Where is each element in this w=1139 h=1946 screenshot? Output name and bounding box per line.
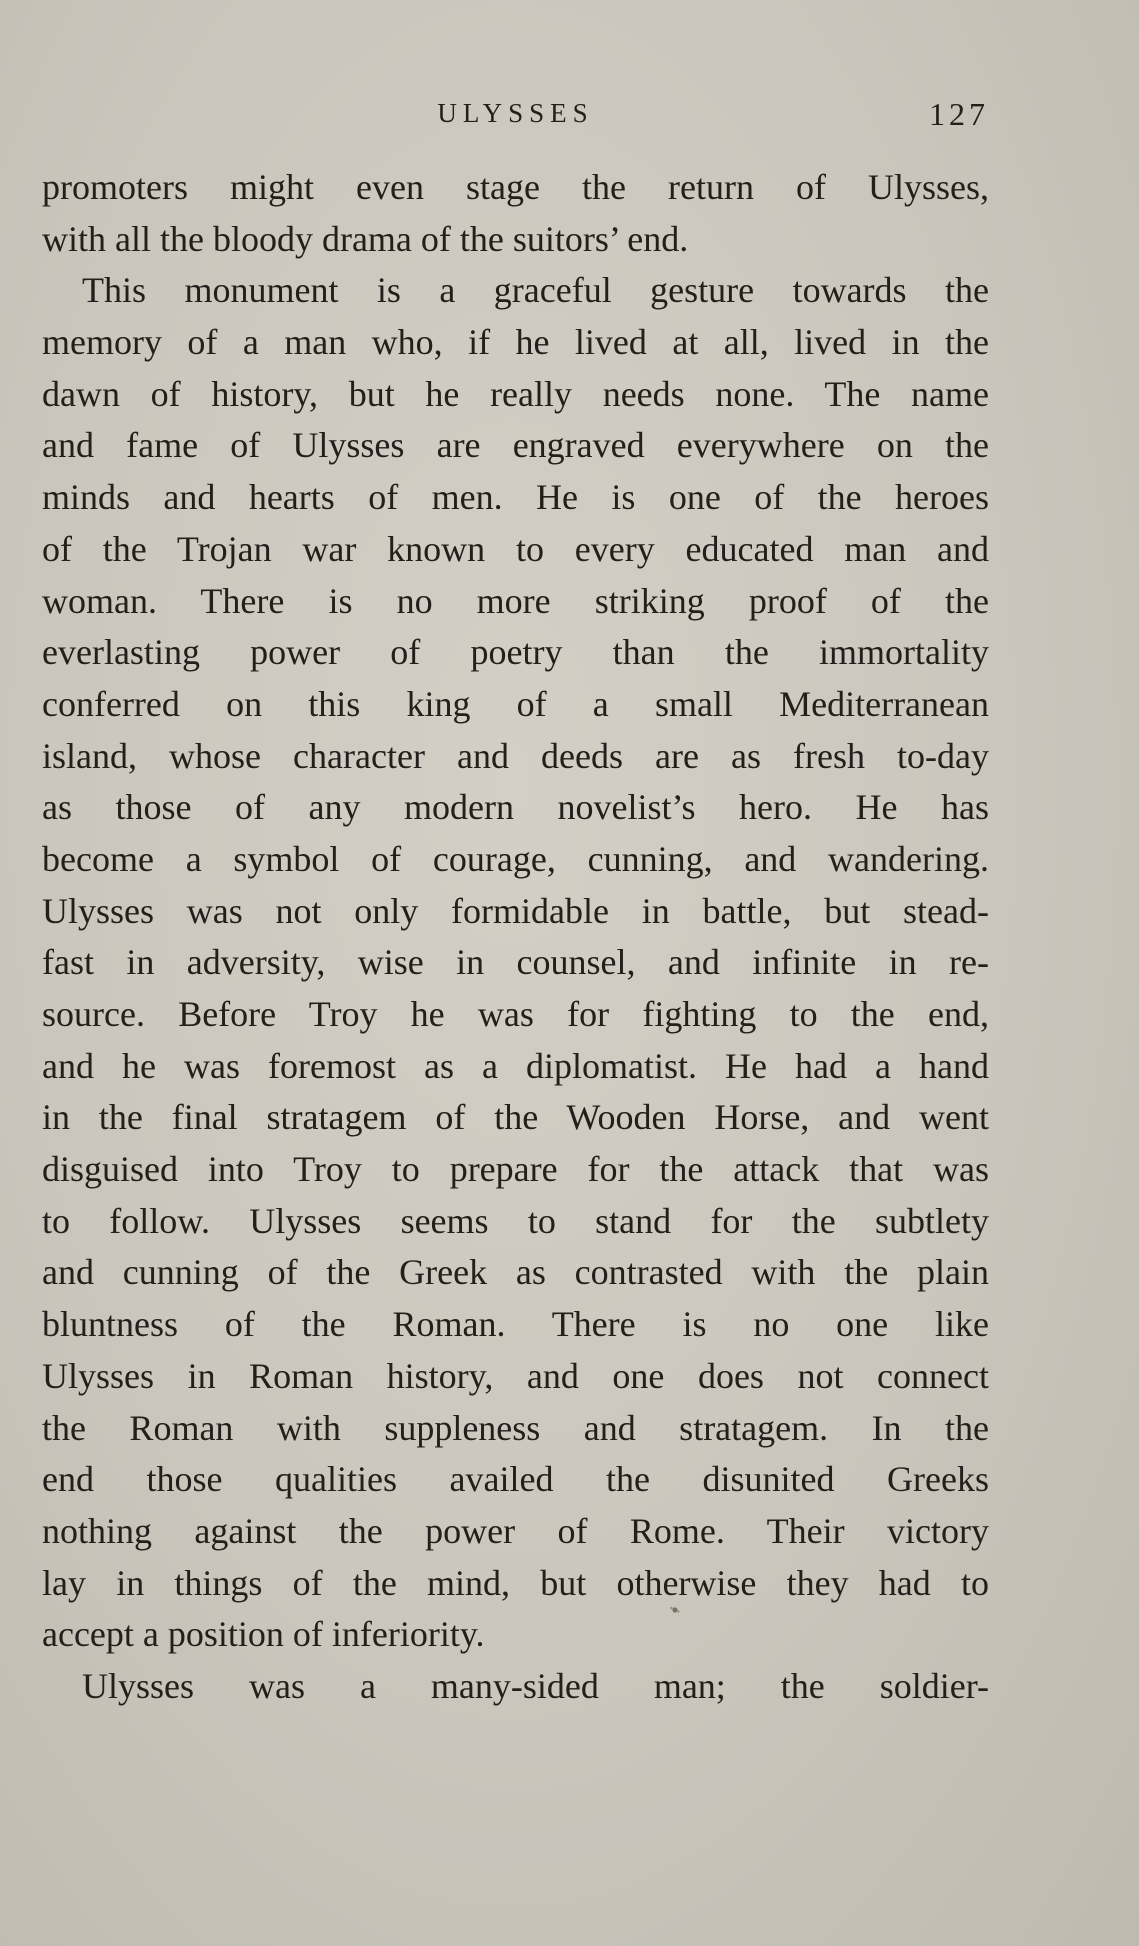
text-line: in the final stratagem of the Wooden Horse, and went <box>42 1097 989 1138</box>
text-line: Ulysses was not only formidable in battle, but stead- <box>42 890 989 931</box>
text-line: nothing against the power of Rome. Their victory <box>42 1510 989 1551</box>
text-line: conferred on this king of a small Mediterranean <box>42 683 989 724</box>
text-line: Ulysses was a many-sided man; the soldier- <box>82 1665 989 1706</box>
text-line: and he was foremost as a diplomatist. He had a hand <box>42 1045 989 1086</box>
text-line: bluntness of the Roman. There is no one like <box>42 1304 989 1345</box>
text-line: become a symbol of courage, cunning, and wandering. <box>42 838 989 879</box>
text-line: and cunning of the Greek as contrasted with the plain <box>42 1252 989 1293</box>
text-line: and fame of Ulysses are engraved everywhere on the <box>42 425 989 466</box>
text-line: end those qualities availed the disunited Greeks <box>42 1459 989 1500</box>
text-line: lay in things of the mind, but otherwise they had to <box>42 1562 989 1603</box>
text-line: source. Before Troy he was for fighting to the end, <box>42 994 989 1034</box>
body-text <box>42 162 989 1713</box>
text-line: with all the bloody drama of the suitors’ end. <box>42 218 689 259</box>
text-line: This monument is a graceful gesture towards the <box>82 270 989 311</box>
text-line: woman. There is no more striking proof of the <box>42 580 989 621</box>
page-number: 127 <box>929 96 989 132</box>
paper-blemish <box>668 1604 682 1616</box>
text-line: everlasting power of poetry than the immortality <box>42 632 989 673</box>
text-line: dawn of history, but he really needs none. The name <box>42 373 989 414</box>
text-line: Ulysses in Roman history, and one does not connect <box>42 1355 989 1396</box>
text-line: disguised into Troy to prepare for the attack that was <box>42 1149 989 1190</box>
running-head <box>42 96 989 136</box>
text-line: of the Trojan war known to every educated man and <box>42 528 989 569</box>
text-line: as those of any modern novelist’s hero. He has <box>42 787 989 828</box>
text-line: minds and hearts of men. He is one of the heroes <box>42 477 989 518</box>
text-line: island, whose character and deeds are as fresh to-day <box>42 735 989 776</box>
text-line: to follow. Ulysses seems to stand for the subtlety <box>42 1200 989 1241</box>
text-line: memory of a man who, if he lived at all, lived in the <box>42 322 989 363</box>
text-line: fast in adversity, wise in counsel, and infinite in re- <box>42 942 989 983</box>
text-line: promoters might even stage the return of Ulysses, <box>42 167 989 207</box>
running-title: ULYSSES <box>437 98 594 128</box>
text-line: accept a position of inferiority. <box>42 1614 485 1655</box>
text-line: the Roman with suppleness and stratagem. In the <box>42 1407 989 1448</box>
